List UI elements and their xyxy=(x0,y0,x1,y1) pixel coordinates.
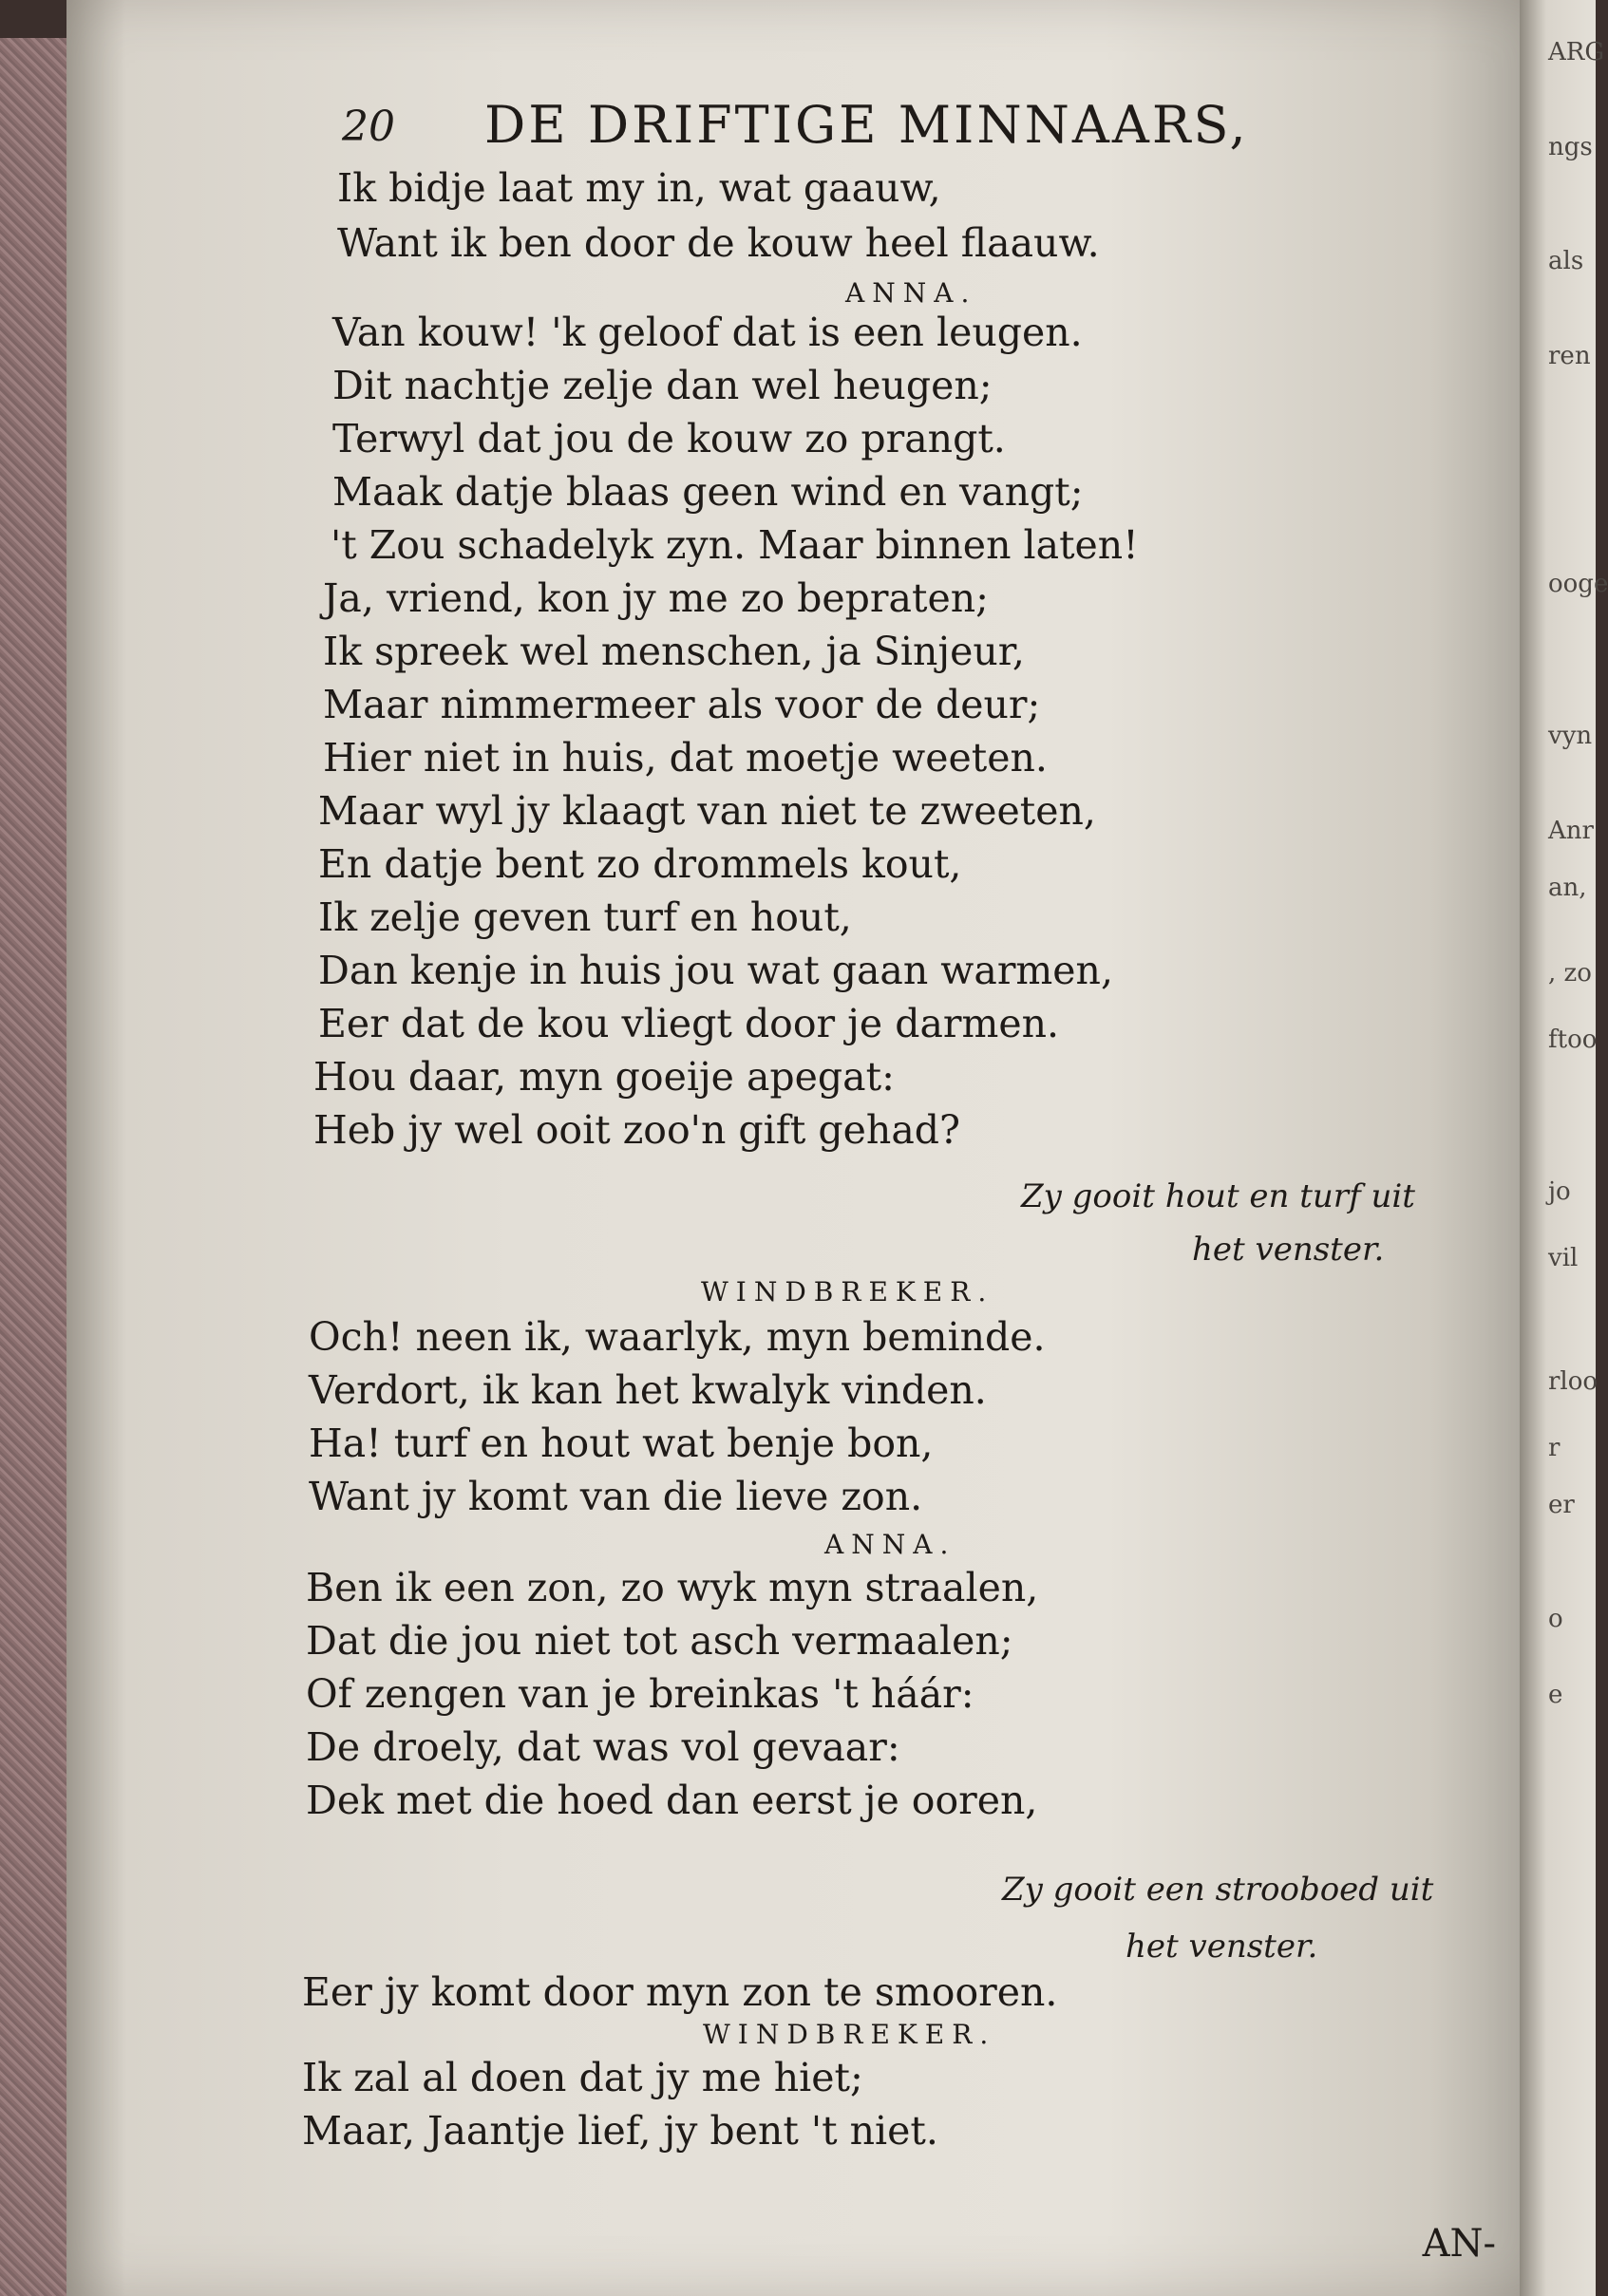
bleed-text: er xyxy=(1548,1491,1575,1519)
verse-line: Of zengen van je breinkas 't háár: xyxy=(306,1671,974,1717)
verse-line: Verdort, ik kan het kwalyk vinden. xyxy=(309,1367,987,1413)
verse-line: Maar nimmermeer als voor de deur; xyxy=(323,682,1041,727)
stage-direction: Zy gooit een strooboed uit xyxy=(1002,1871,1434,1909)
verse-line: Ha! turf en hout wat benje bon, xyxy=(309,1421,934,1466)
verse-line: Ik zal al doen dat jy me hiet; xyxy=(302,2055,863,2100)
bleed-text: ren xyxy=(1548,342,1591,370)
verse-line: Maak datje blaas geen wind en vangt; xyxy=(332,469,1084,515)
verse-line: Eer jy komt door myn zon te smooren. xyxy=(302,1969,1058,2015)
stage-direction: Zy gooit hout en turf uit xyxy=(1021,1177,1415,1215)
verse-line: Dat die jou niet tot asch vermaalen; xyxy=(306,1618,1013,1664)
verse-line: 't Zou schadelyk zyn. Maar binnen laten! xyxy=(331,522,1139,568)
bleed-text: an, xyxy=(1548,874,1587,902)
verse-line: Hier niet in huis, dat moetje weeten. xyxy=(323,735,1048,781)
speaker-name: WINDBREKER. xyxy=(703,2019,996,2050)
bleed-text: r xyxy=(1548,1434,1561,1462)
bleed-text: ooge xyxy=(1548,570,1608,598)
verse-line: Dan kenje in huis jou wat gaan warmen, xyxy=(318,948,1113,993)
bleed-text: o xyxy=(1548,1605,1563,1633)
verse-line: Eer dat de kou vliegt door je darmen. xyxy=(318,1001,1060,1046)
stage-direction: het venster. xyxy=(1126,1928,1318,1966)
catchword: AN- xyxy=(1422,2222,1496,2266)
bleed-text: e xyxy=(1548,1681,1563,1709)
verse-line: De droely, dat was vol gevaar: xyxy=(306,1724,900,1770)
verse-line: Want ik ben door de kouw heel flaauw. xyxy=(337,220,1100,266)
verse-line: Dek met die hoed dan eerst je ooren, xyxy=(306,1778,1038,1823)
running-header xyxy=(342,95,1358,161)
verse-line: Ik spreek wel menschen, ja Sinjeur, xyxy=(323,629,1025,674)
facing-page-edge xyxy=(1520,0,1608,2296)
verse-line: Ja, vriend, kon jy me zo bepraten; xyxy=(323,575,989,621)
bleed-text: rloo xyxy=(1548,1367,1599,1396)
verse-line: Maar, Jaantje lief, jy bent 't niet. xyxy=(302,2108,938,2154)
verse-line: En datje bent zo drommels kout, xyxy=(318,841,962,887)
bleed-text: , zo xyxy=(1548,959,1592,988)
verse-line: Hou daar, myn goeije apegat: xyxy=(313,1054,895,1100)
verse-line: Maar wyl jy klaagt van niet te zweeten, xyxy=(318,788,1096,834)
speaker-name: ANNA. xyxy=(845,277,977,309)
speaker-name: WINDBREKER. xyxy=(701,1276,994,1308)
bleed-text: ARG xyxy=(1548,38,1605,66)
speaker-name: ANNA. xyxy=(824,1529,956,1560)
verse-line: Heb jy wel ooit zoo'n gift gehad? xyxy=(313,1107,961,1153)
verse-line: Och! neen ik, waarlyk, myn beminde. xyxy=(309,1314,1046,1360)
stage-direction: het venster. xyxy=(1192,1231,1385,1269)
verse-line: Ik zelje geven turf en hout, xyxy=(318,894,852,940)
verse-line: Terwyl dat jou de kouw zo prangt. xyxy=(332,416,1006,461)
verse-line: Want jy komt van die lieve zon. xyxy=(309,1474,923,1519)
bleed-text: vyn xyxy=(1548,722,1593,750)
bleed-text: ngs xyxy=(1548,133,1593,161)
verse-line: Ben ik een zon, zo wyk myn straalen, xyxy=(306,1565,1039,1610)
page-number: 20 xyxy=(342,103,395,151)
verse-line: Van kouw! 'k geloof dat is een leugen. xyxy=(332,310,1083,355)
bleed-text: jo xyxy=(1548,1177,1571,1206)
running-title: DE DRIFTIGE MINNAARS, xyxy=(484,95,1249,155)
verse-line: Dit nachtje zelje dan wel heugen; xyxy=(332,363,993,408)
verse-line: Ik bidje laat my in, wat gaauw, xyxy=(337,165,941,211)
bleed-text: ftoo xyxy=(1548,1026,1598,1054)
bleed-text: vil xyxy=(1548,1244,1579,1272)
bleed-text: Anr xyxy=(1548,817,1594,845)
bleed-text: als xyxy=(1548,247,1584,275)
